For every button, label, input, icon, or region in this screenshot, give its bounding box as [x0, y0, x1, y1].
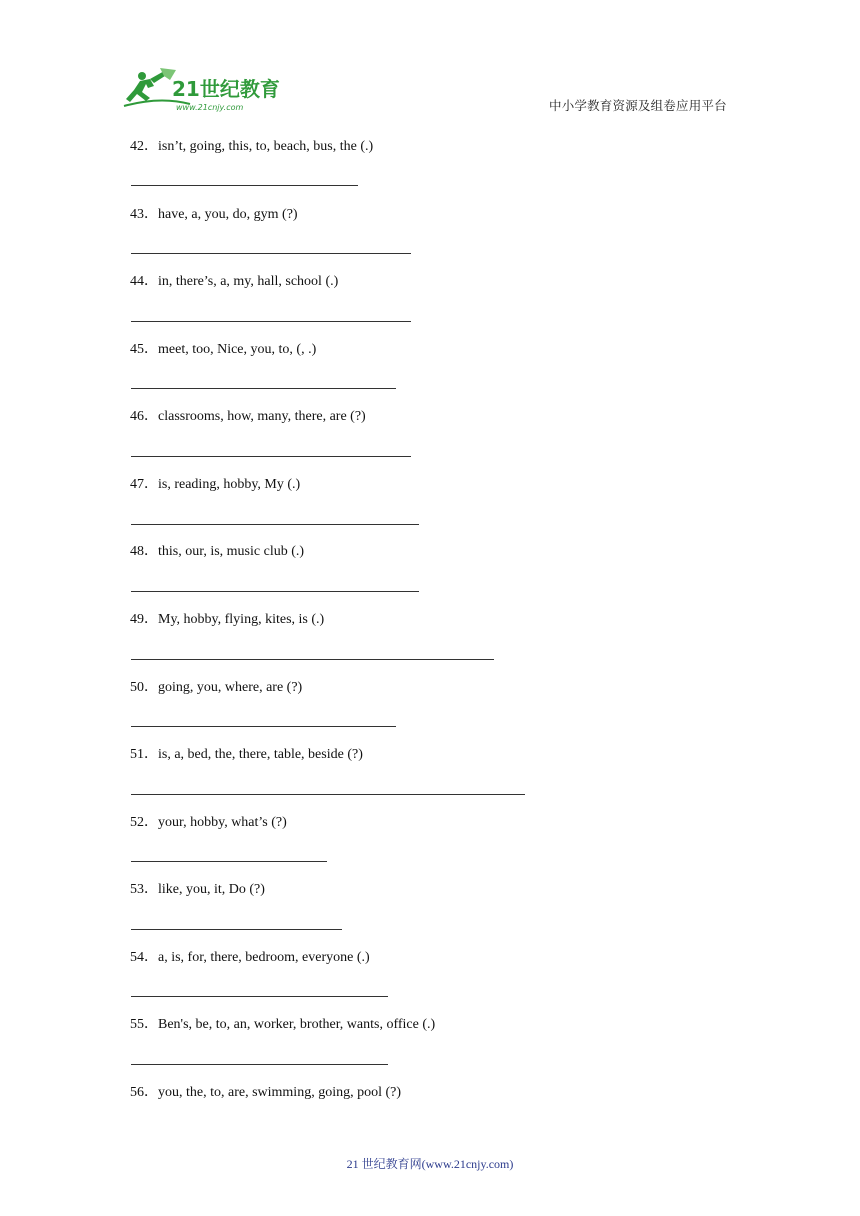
- answer-line-42[interactable]: [131, 185, 358, 186]
- answer-line-43[interactable]: [131, 253, 411, 254]
- question-55: 55．Ben's, be, to, an, worker, brother, wants, office (.): [130, 1017, 436, 1032]
- question-44: 44．in, there’s, a, my, hall, school (.): [130, 274, 339, 289]
- question-47: 47．is, reading, hobby, My (.): [130, 477, 301, 492]
- question-45: 45．meet, too, Nice, you, to, (, .): [130, 342, 317, 357]
- answer-line-50[interactable]: [131, 726, 396, 727]
- answer-line-48[interactable]: [131, 591, 419, 592]
- page-footer: 21 世纪教育网(www.21cnjy.com): [346, 1157, 514, 1171]
- logo-url: www.21cnjy.com: [176, 103, 244, 112]
- site-logo: [120, 66, 290, 114]
- answer-line-55[interactable]: [131, 1064, 388, 1065]
- question-53: 53．like, you, it, Do (?): [130, 882, 265, 897]
- answer-line-49[interactable]: [131, 659, 494, 660]
- answer-line-54[interactable]: [131, 996, 388, 997]
- answer-line-44[interactable]: [131, 321, 411, 322]
- question-54: 54．a, is, for, there, bedroom, everyone (.): [130, 950, 370, 965]
- question-42: 42．isn’t, going, this, to, beach, bus, the (.): [130, 139, 374, 154]
- question-50: 50．going, you, where, are (?): [130, 680, 303, 695]
- answer-line-53[interactable]: [131, 929, 342, 930]
- question-56: 56．you, the, to, are, swimming, going, pool (?): [130, 1085, 402, 1100]
- runner-icon: [126, 68, 176, 102]
- question-51: 51．is, a, bed, the, there, table, beside (?): [130, 747, 363, 762]
- answer-line-47[interactable]: [131, 524, 419, 525]
- question-46: 46．classrooms, how, many, there, are (?): [130, 409, 366, 424]
- answer-line-46[interactable]: [131, 456, 411, 457]
- question-48: 48．this, our, is, music club (.): [130, 544, 305, 559]
- answer-line-45[interactable]: [131, 388, 396, 389]
- answer-line-52[interactable]: [131, 861, 327, 862]
- question-52: 52．your, hobby, what’s (?): [130, 815, 287, 830]
- answer-line-51[interactable]: [131, 794, 525, 795]
- logo-text: 21世纪教育: [172, 77, 280, 101]
- question-43: 43．have, a, you, do, gym (?): [130, 207, 298, 222]
- platform-title: 中小学教育资源及组卷应用平台: [549, 99, 727, 113]
- question-49: 49．My, hobby, flying, kites, is (.): [130, 612, 325, 627]
